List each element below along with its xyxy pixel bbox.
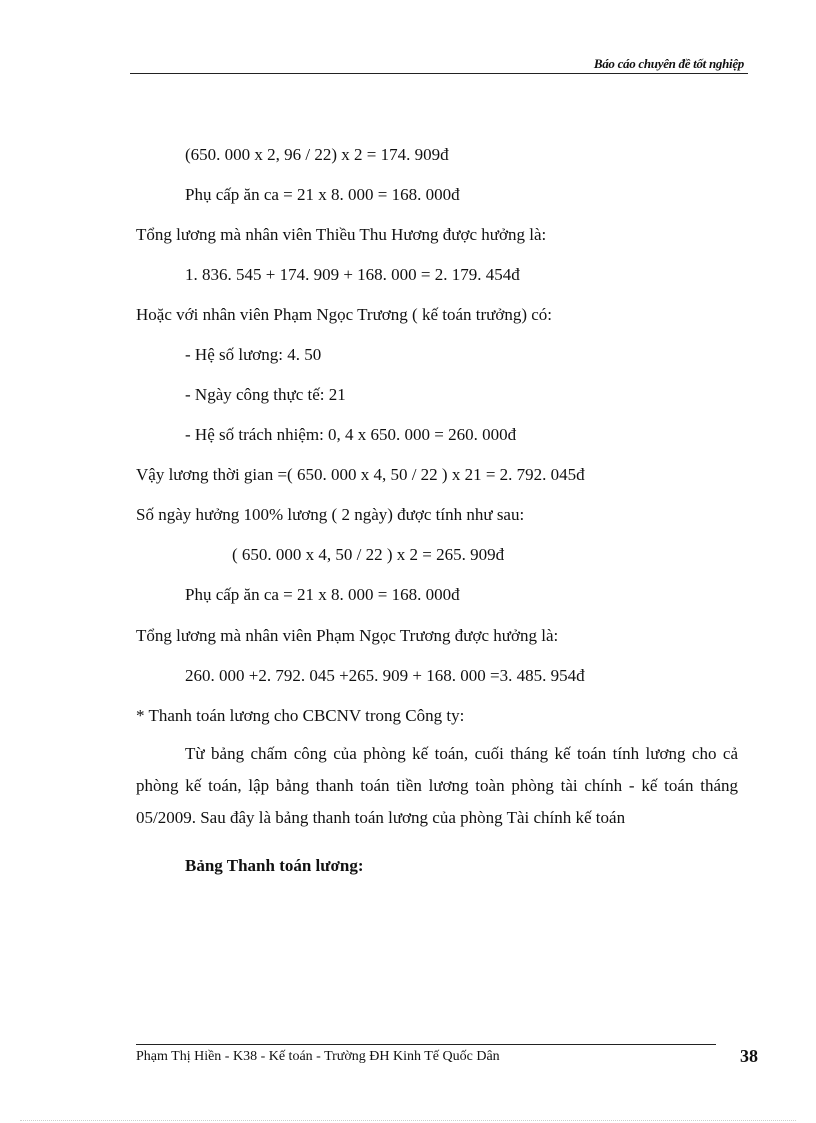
page-edge (20, 1120, 796, 1121)
formula-line: (650. 000 x 2, 96 / 22) x 2 = 174. 909đ (185, 145, 449, 164)
paid-days-formula-line: ( 650. 000 x 4, 50 / 22 ) x 2 = 265. 909đ (232, 545, 505, 564)
page-number: 38 (740, 1046, 758, 1066)
total-salary-heading: Tổng lương mà nhân viên Thiều Thu Hương được hưởng là: (136, 225, 547, 244)
paid-days-line: Số ngày hưởng 100% lương ( 2 ngày) được tính như sau: (136, 505, 525, 524)
section-heading: * Thanh toán lương cho CBCNV trong Công ty: (136, 706, 465, 725)
employee-intro-line: Hoặc với nhân viên Phạm Ngọc Trương ( kế toán trưởng) có: (136, 305, 553, 324)
body-paragraph: Từ bảng chấm công của phòng kế toán, cuối tháng kế toán tính lương cho cả phòng kế toán, lập bảng thanh toán tiền lương toàn phòng tài chính - kế toán tháng 05/2009. Sau đây là bảng thanh toán lương của phòng Tài chính kế toán (136, 744, 738, 827)
allowance-line: Phụ cấp ăn ca = 21 x 8. 000 = 168. 000đ (185, 585, 460, 604)
allowance-line: Phụ cấp ăn ca = 21 x 8. 000 = 168. 000đ (185, 185, 460, 204)
time-salary-line: Vậy lương thời gian =( 650. 000 x 4, 50 / 22 ) x 21 = 2. 792. 045đ (136, 465, 585, 484)
responsibility-line: - Hệ số trách nhiệm: 0, 4 x 650. 000 = 260. 000đ (185, 425, 517, 444)
total-salary-line: 260. 000 +2. 792. 045 +265. 909 + 168. 000 =3. 485. 954đ (185, 666, 585, 685)
coefficient-line: - Hệ số lương: 4. 50 (185, 345, 322, 364)
table-subheading: Bảng Thanh toán lương: (185, 856, 364, 875)
total-salary-line: 1. 836. 545 + 174. 909 + 168. 000 = 2. 179. 454đ (185, 265, 520, 284)
header-title: Báo cáo chuyên đề tốt nghiệp (593, 56, 744, 71)
footer-rule (136, 1044, 716, 1045)
header-rule (130, 73, 748, 74)
total-salary-heading: Tổng lương mà nhân viên Phạm Ngọc Trương được hưởng là: (136, 626, 559, 645)
workdays-line: - Ngày công thực tế: 21 (185, 385, 346, 404)
footer-author: Phạm Thị Hiền - K38 - Kế toán - Trường ĐH Kinh Tế Quốc Dân (136, 1049, 500, 1064)
